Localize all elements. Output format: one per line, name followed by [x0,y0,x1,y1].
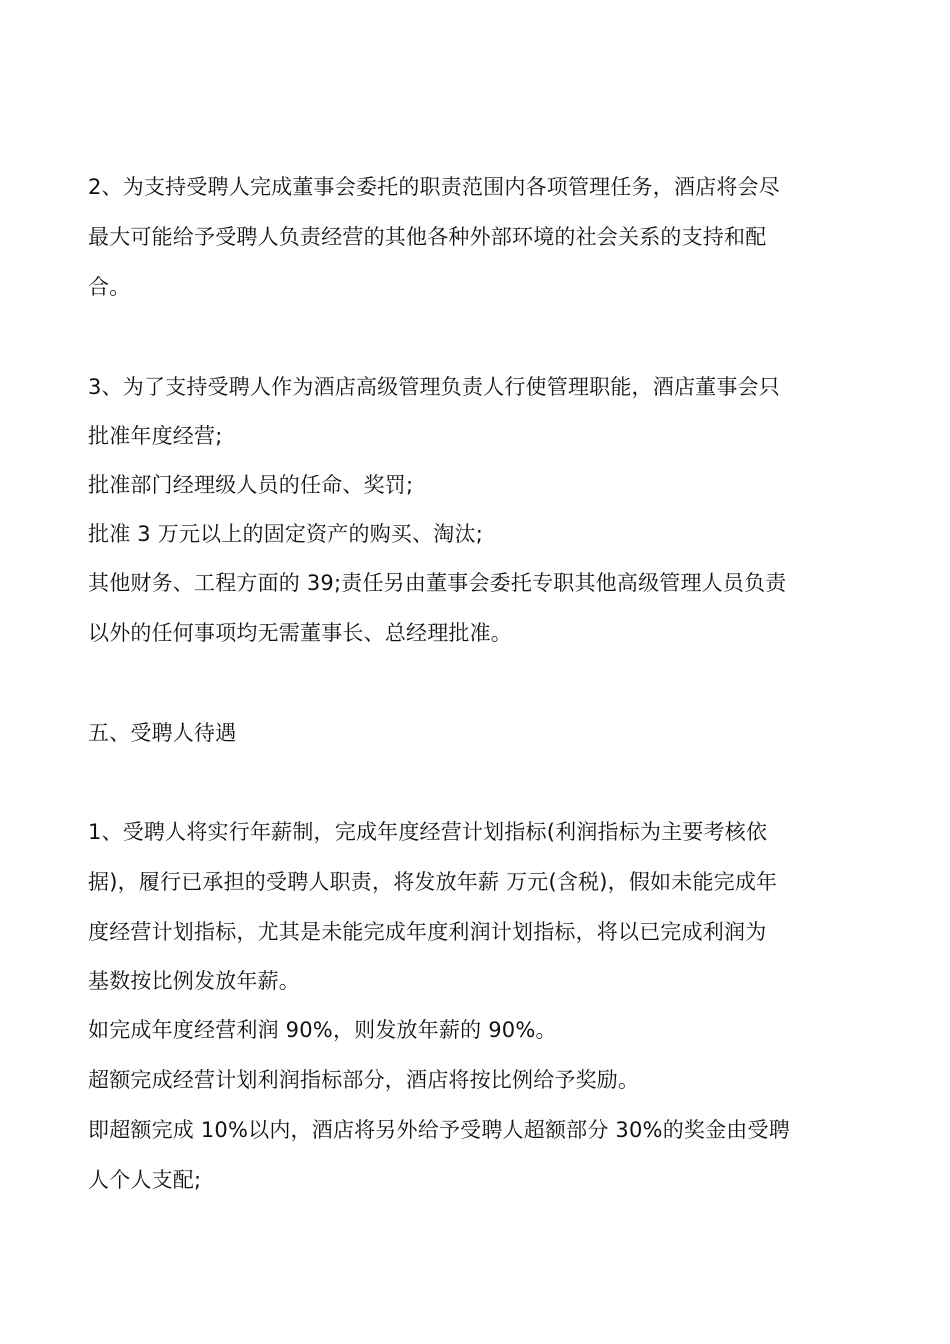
para-3-item-2: 批准 3 万元以上的固定资产的购买、淘汰; [88,522,483,546]
para-3-line-2: 批准年度经营; [88,424,223,448]
para-3-item-1: 批准部门经理级人员的任命、奖罚; [88,473,414,497]
section-1-line-5: 如完成年度经营利润 90%，则发放年薪的 90%。 [88,1018,557,1042]
section-1-line-2: 据)，履行已承担的受聘人职责，将发放年薪 万元(含税)，假如未能完成年 [88,870,778,894]
section-1-line-3: 度经营计划指标，尤其是未能完成年度利润计划指标，将以已完成利润为 [88,920,767,944]
para-3-item-3-line-1: 其他财务、工程方面的 39;责任另由董事会委托专职其他高级管理人员负责 [88,571,787,595]
para-2-line-2: 最大可能给予受聘人负责经营的其他各种外部环境的社会关系的支持和配 [88,225,767,249]
para-3-line-1: 3、为了支持受聘人作为酒店高级管理负责人行使管理职能，酒店董事会只 [88,375,780,399]
para-2-line-1: 2、为支持受聘人完成董事会委托的职责范围内各项管理任务，酒店将会尽 [88,175,780,199]
section-heading: 五、受聘人待遇 [88,721,237,745]
para-2-line-3: 合。 [88,275,131,299]
section-1-line-4: 基数按比例发放年薪。 [88,969,300,993]
section-1-line-6: 超额完成经营计划利润指标部分，酒店将按比例给予奖励。 [88,1068,640,1092]
para-3-item-3-line-2: 以外的任何事项均无需董事长、总经理批准。 [88,621,512,645]
section-1-line-7: 即超额完成 10%以内，酒店将另外给予受聘人超额部分 30%的奖金由受聘 [88,1118,790,1142]
section-1-line-1: 1、受聘人将实行年薪制，完成年度经营计划指标(利润指标为主要考核依 [88,820,768,844]
section-1-line-8: 人个人支配; [88,1168,202,1192]
